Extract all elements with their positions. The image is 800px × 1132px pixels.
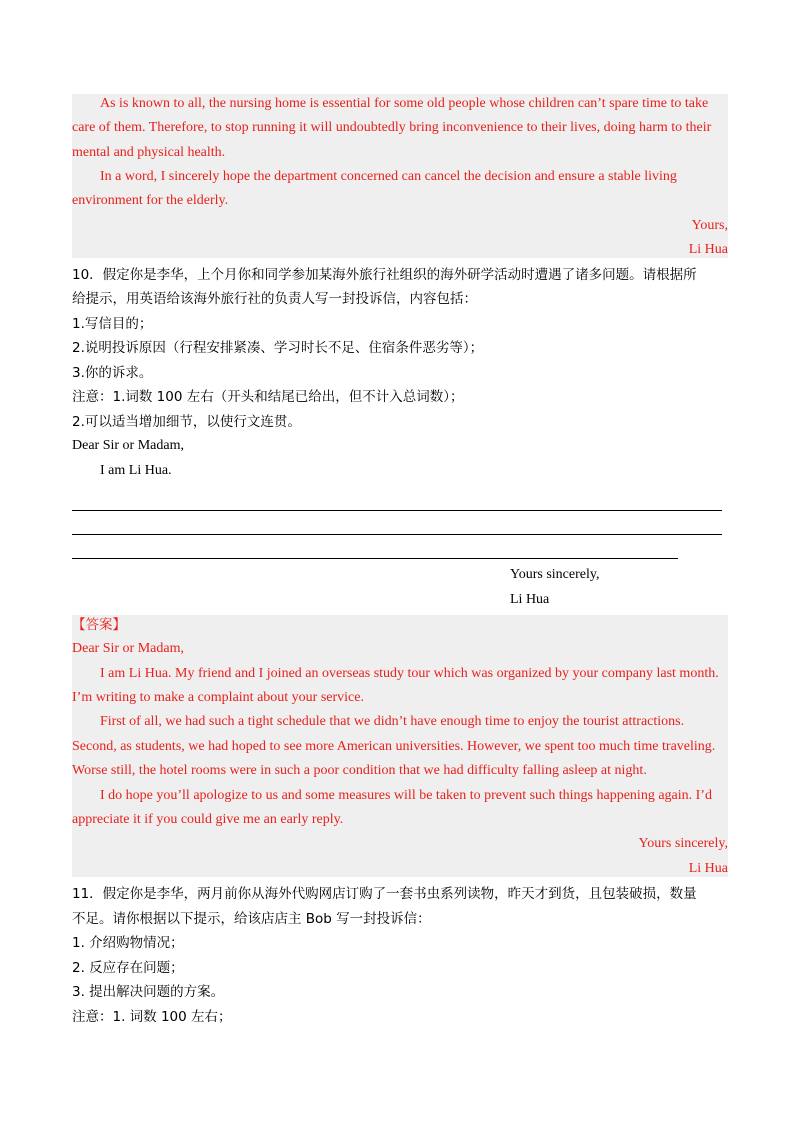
answer-10-para1-line1: I am Li Hua. My friend and I joined an overseas study tour which was organized by your company last month. xyxy=(100,666,719,681)
answer-9-para1-line1: As is known to all, the nursing home is essential for some old people whose children can’t spare time to take xyxy=(100,96,709,111)
question-11-line2: 不足。请你根据以下提示，给该店店主 Bob 写一封投诉信： xyxy=(72,911,431,927)
answer-10-para2-line1: First of all, we had such a tight schedule that we didn’t have enough time to enjoy the tourist attractions. xyxy=(100,714,685,729)
answer-10-para2-line2: Second, as students, we had hoped to see more American universities. However, we spent too much time traveling. xyxy=(72,739,716,754)
question-11-item1: 1. 介绍购物情况； xyxy=(72,935,184,951)
answer-10-para1-line2: I’m writing to make a complaint about your service. xyxy=(72,690,364,705)
answer-10-closing: Yours sincerely, xyxy=(638,836,728,851)
question-10-note1: 注意：1.词数 100 左右（开头和结尾已给出，但不计入总词数）； xyxy=(72,389,464,405)
answer-9-para2-line2: environment for the elderly. xyxy=(72,193,229,208)
question-10-item3: 3.你的诉求。 xyxy=(72,365,153,381)
answer-9-signature: Li Hua xyxy=(688,242,728,257)
answer-10-signature: Li Hua xyxy=(688,861,728,876)
answer-10-salutation: Dear Sir or Madam, xyxy=(72,641,184,656)
question-10-line1: 10．假定你是李华，上个月你和同学参加某海外旅行社组织的海外研学活动时遭遇了诸多问题。请根据所 xyxy=(72,267,697,283)
answer-9-para1-line2: care of them. Therefore, to stop running it will undoubtedly bring inconvenience to their lives, doing harm to their xyxy=(72,120,712,135)
answer-9-para2-line1: In a word, I sincerely hope the department concerned can cancel the decision and ensure a stable living xyxy=(100,169,677,184)
answer-10-para2-line3: Worse still, the hotel rooms were in such a poor condition that we had difficulty falling asleep at night. xyxy=(72,763,647,778)
answer-10-para3-line2: appreciate it if you could give me an early reply. xyxy=(72,812,344,827)
question-10-signature: Li Hua xyxy=(510,592,550,607)
question-10-line2: 给提示，用英语给该海外旅行社的负责人写一封投诉信，内容包括： xyxy=(72,291,477,307)
question-10-item1: 1.写信目的； xyxy=(72,316,153,332)
question-10-salutation: Dear Sir or Madam, xyxy=(72,438,184,453)
writing-line-3 xyxy=(72,558,678,559)
answer-10-para3-line1: I do hope you’ll apologize to us and some measures will be taken to prevent such things happening again. I’d xyxy=(100,788,712,803)
writing-line-2 xyxy=(72,534,722,535)
question-10-note2: 2.可以适当增加细节，以使行文连贯。 xyxy=(72,414,301,430)
answer-9-para1-line3: mental and physical health. xyxy=(72,145,226,160)
writing-line-1 xyxy=(72,510,722,511)
question-11-item3: 3. 提出解决问题的方案。 xyxy=(72,984,225,1000)
question-11-note1: 注意：1. 词数 100 左右； xyxy=(72,1009,232,1025)
question-10-closing: Yours sincerely, xyxy=(510,567,600,582)
question-11-item2: 2. 反应存在问题； xyxy=(72,960,184,976)
question-10-item2: 2.说明投诉原因（行程安排紧凑、学习时长不足、住宿条件恶劣等）； xyxy=(72,340,484,356)
answer-9-closing: Yours, xyxy=(691,218,728,233)
question-11-line1: 11．假定你是李华，两月前你从海外代购网店订购了一套书虫系列读物，昨天才到货，且包装破损，数量 xyxy=(72,886,697,902)
answer-tag: 【答案】 xyxy=(72,617,126,633)
question-10-opening: I am Li Hua. xyxy=(100,463,172,478)
